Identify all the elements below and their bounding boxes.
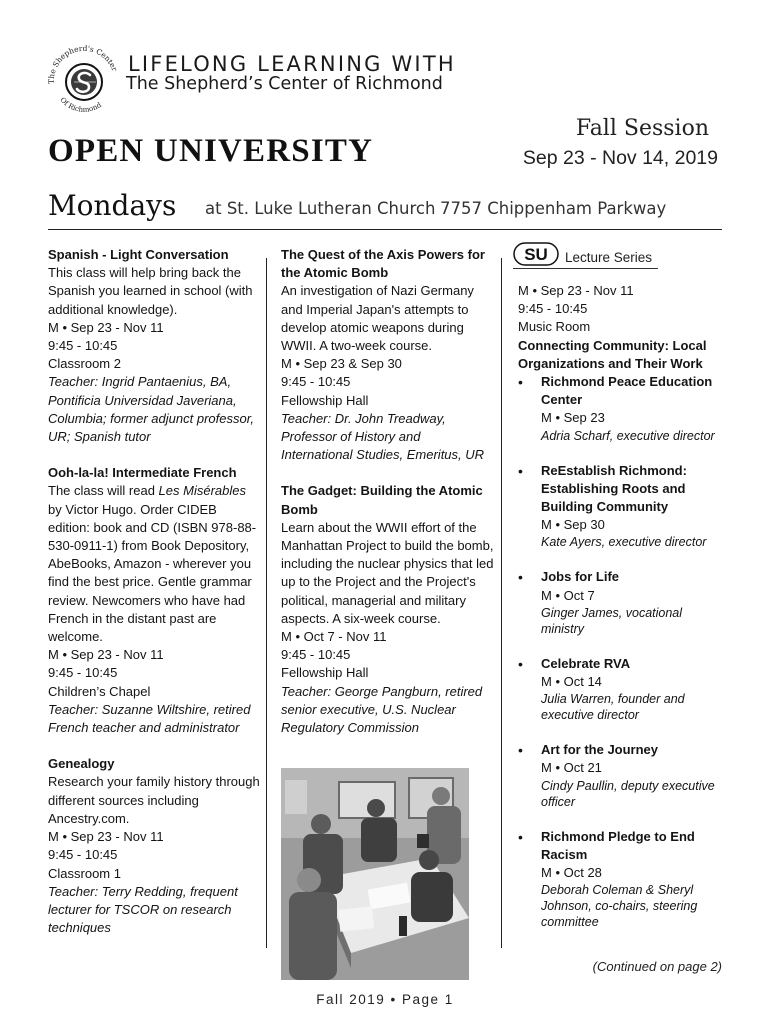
- shepherds-center-logo: [46, 44, 122, 120]
- course-room: Children’s Chapel: [48, 683, 151, 699]
- talk-organization: • Richmond Peace Education Center: [541, 374, 713, 408]
- talk-item: [518, 568, 723, 636]
- course-schedule: M • Sep 23 - Nov 11: [48, 647, 164, 663]
- talk-item: [518, 655, 723, 723]
- talk-speaker: Kate Ayers, executive director: [541, 535, 707, 550]
- series-theme: Connecting Community: Local Organizations and Their Work: [518, 337, 707, 371]
- course-description: An investigation of Nazi Germany and Imperial Japan's attempts to develop atomic weapons during WWII. A two-week course.: [281, 283, 474, 354]
- organization-name: The Shepherd’s Center of Richmond: [126, 74, 443, 94]
- talk-item: [518, 828, 723, 931]
- talk-speaker: Julia Warren, founder and executive director: [541, 692, 685, 723]
- talk-organization: • ReEstablish Richmond: Establishing Roots and Building Community: [541, 462, 687, 515]
- talk-organization: • Richmond Pledge to End Racism: [541, 828, 695, 862]
- talk-speaker: Cindy Paullin, deputy executive officer: [541, 778, 715, 809]
- course-room: Classroom 1: [48, 865, 121, 881]
- series-time: 9:45 - 10:45: [518, 301, 588, 317]
- course-title: The Gadget: Building the Atomic Bomb: [281, 483, 483, 517]
- lecture-series-title: Lecture Series: [565, 250, 653, 265]
- talk-date: M • Oct 21: [541, 760, 602, 776]
- page-title: OPEN UNIVERSITY: [48, 133, 374, 169]
- course-room: Classroom 2: [48, 356, 121, 372]
- course-teacher: Teacher: Ingrid Pantaenius, BA, Pontificia Universidad Javeriana, Columbia; former adjunct professor, UR; Spanish tutor: [48, 374, 254, 445]
- course-teacher: Teacher: Terry Redding, frequent lecturer for TSCOR on research techniques: [48, 883, 238, 936]
- talk-organization: • Art for the Journey: [541, 742, 659, 758]
- su-lecture-logo: [513, 242, 559, 266]
- talk-date: M • Sep 30: [541, 517, 605, 533]
- series-schedule: M • Sep 23 - Nov 11: [518, 283, 634, 298]
- classroom-photo: [281, 768, 469, 980]
- series-room: Music Room: [518, 319, 591, 335]
- column-middle: [281, 246, 495, 737]
- talk-date: M • Oct 14: [541, 674, 602, 690]
- course-title: Spanish - Light Conversation: [48, 247, 229, 262]
- program-line: LIFELONG LEARNING WITH: [128, 52, 456, 76]
- course-description: Research your family history through different sources including Ancestry.com.: [48, 774, 260, 826]
- course-schedule: M • Oct 7 - Nov 11: [281, 629, 387, 645]
- column-divider: [501, 258, 502, 948]
- location: at St. Luke Lutheran Church: [205, 199, 436, 218]
- logo-text-top: The Shepherd's Center: [46, 44, 120, 85]
- course-description: [48, 482, 262, 646]
- course-teacher: Teacher: George Pangburn, retired senior executive, U.S. Nuclear Regulatory Commission: [281, 683, 483, 736]
- book-title: Les Misérables: [158, 483, 246, 499]
- talk-item: [518, 462, 723, 551]
- course-description: This class will help bring back the Spanish you learned in school (with additional knowledge).: [48, 265, 253, 317]
- lecture-series-underline: [513, 268, 658, 269]
- talk-date: M • Oct 7: [541, 587, 595, 603]
- column-left: [48, 246, 262, 937]
- description-text: The class will read: [48, 483, 159, 499]
- course-time: 9:45 - 10:45: [48, 338, 118, 354]
- course-teacher: Teacher: Dr. John Treadway, Professor of History and International Studies, Emeritus, UR: [281, 410, 485, 463]
- session-dates: Sep 23 - Nov 14, 2019: [522, 147, 718, 169]
- course-gadget: [281, 482, 495, 737]
- talk-date: M • Sep 23: [541, 410, 605, 426]
- course-room: Fellowship Hall: [281, 665, 369, 681]
- address: 7757 Chippenham Parkway: [440, 199, 667, 218]
- talk-speaker: Deborah Coleman & Sheryl Johnson, co-chairs, steering committee: [541, 883, 698, 930]
- talk-speaker: Adria Scharf, executive director: [541, 428, 715, 443]
- course-description: Learn about the WWII effort of the Manhattan Project to build the bomb, including the nuclear physics that led up to the Project and the Project's political, managerial and military aspects. A six-week course.: [281, 519, 494, 626]
- course-title: The Quest of the Axis Powers for the Atomic Bomb: [281, 247, 485, 281]
- header-divider: [48, 229, 722, 230]
- course-spanish: [48, 246, 262, 446]
- course-genealogy: [48, 755, 262, 937]
- course-time: 9:45 - 10:45: [281, 374, 351, 390]
- course-teacher: Teacher: Suzanne Wiltshire, retired French teacher and administrator: [48, 701, 251, 736]
- column-divider: [266, 258, 267, 948]
- course-schedule: M • Sep 23 & Sep 30: [281, 356, 402, 372]
- course-french: [48, 464, 262, 737]
- talk-list: [518, 373, 723, 930]
- page-footer: Fall 2019 • Page 1: [316, 992, 454, 1007]
- talk-organization: • Jobs for Life: [541, 569, 620, 585]
- talk-item: [518, 741, 723, 809]
- talk-date: M • Oct 28: [541, 865, 602, 881]
- course-time: 9:45 - 10:45: [281, 647, 351, 663]
- session-label: Fall Session: [575, 116, 709, 141]
- talk-speaker: Ginger James, vocational ministry: [541, 605, 683, 636]
- logo-text-bottom: Of Richmond: [58, 95, 103, 114]
- description-text: by Victor Hugo. Order CIDEB edition: book and CD (ISBN 978-88-530-0911-1) from Book Depository, AbeBooks, Amazon - wherever you find the best price. Gentle grammar review. Newcomers who have had French in the distant past are welcome.: [48, 501, 257, 645]
- course-time: 9:45 - 10:45: [48, 665, 118, 681]
- talk-item: [518, 373, 723, 444]
- course-title: Ooh-la-la! Intermediate French: [48, 465, 237, 481]
- course-room: Fellowship Hall: [281, 392, 369, 408]
- course-schedule: M • Sep 23 - Nov 11: [48, 319, 164, 335]
- talk-organization: • Celebrate RVA: [541, 655, 631, 671]
- su-logo-text: SU: [524, 245, 548, 264]
- day-heading: Mondays: [48, 189, 177, 222]
- course-title: Genealogy: [48, 756, 115, 772]
- continued-note: (Continued on page 2): [592, 959, 722, 974]
- course-time: 9:45 - 10:45: [48, 847, 118, 863]
- course-schedule: M • Sep 23 - Nov 11: [48, 829, 164, 845]
- column-right: [518, 282, 723, 948]
- course-axis-powers: [281, 246, 495, 464]
